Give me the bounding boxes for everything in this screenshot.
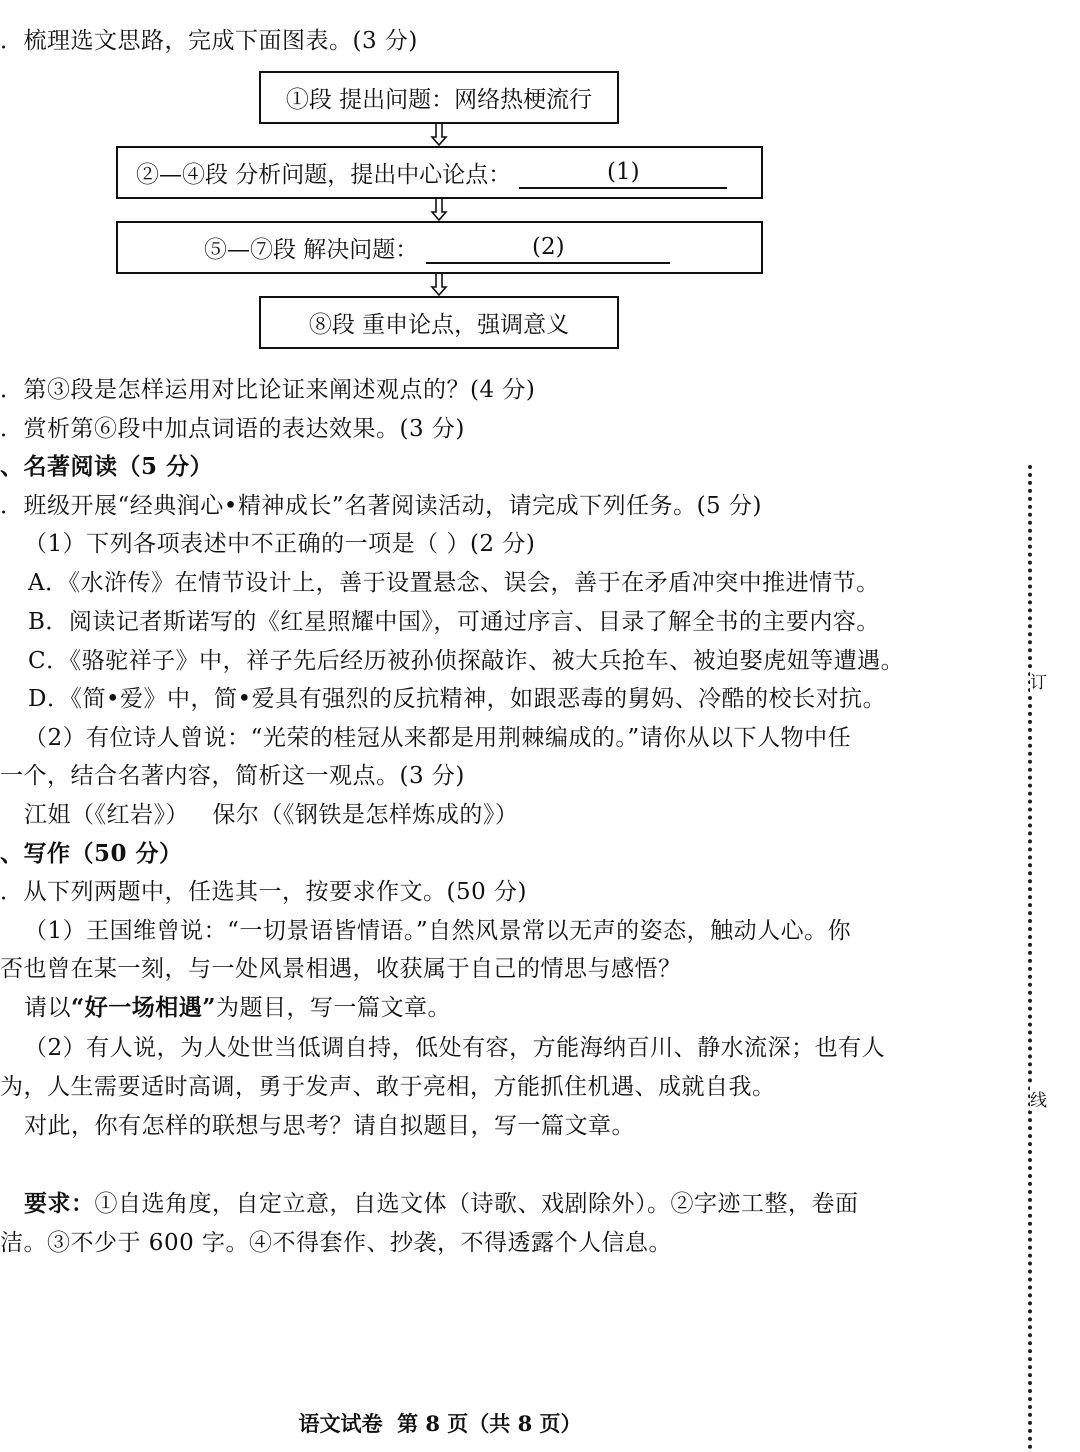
flow-box-1	[259, 71, 619, 124]
writing-topic-1-line2: 否也曾在某一刻，与一处风景相遇，收获属于自己的情思与感悟？	[0, 956, 682, 982]
prompt-prefix: 请以	[24, 995, 71, 1021]
question-word-effect: ．赏析第⑥段中加点词语的表达效果。(3 分)	[0, 416, 465, 442]
option-a: A．《水浒传》在情节设计上，善于设置悬念、误会，善于在矛盾冲突中推进情节。	[28, 570, 880, 596]
question-flowchart: ．梳理选文思路，完成下面图表。(3 分)	[0, 28, 418, 54]
prompt-suffix: 为题目，写一篇文章。	[215, 995, 451, 1021]
answer-blank-2[interactable]: (2)	[426, 232, 670, 264]
writing-topic-2-line1: （2）有人说，为人处世当低调自持，低处有容，方能海纳百川、静水流深；也有人	[24, 1035, 886, 1061]
option-b: B．阅读记者斯诺写的《红星照耀中国》，可通过序言、目录了解全书的主要内容。	[28, 609, 880, 635]
requirements-line1	[24, 1189, 859, 1219]
page-footer: 语文试卷 第 8 页（共 8 页）	[298, 1411, 582, 1436]
question-writing: ．从下列两题中，任选其一，按要求作文。(50 分)	[0, 879, 528, 905]
sub-question-2-line1: （2）有位诗人曾说：“光荣的桂冠从来都是用荆棘编成的。”请你从以下人物中任	[24, 725, 852, 751]
writing-topic-1-line1: （1）王国维曾说：“一切景语皆情语。”自然风景常以无声的姿态，触动人心。你	[24, 918, 852, 944]
answer-blank-1[interactable]: (1)	[519, 157, 727, 189]
requirements-label: 要求：	[24, 1190, 95, 1217]
flow-box-4	[259, 296, 619, 349]
writing-topic-1-prompt	[24, 993, 451, 1023]
sub-question-1: （1）下列各项表述中不正确的一项是（ ）(2 分)	[24, 531, 536, 557]
character-options: 江姐（《红岩》） 保尔（《钢铁是怎样炼成的》）	[24, 802, 519, 828]
down-arrow-icon	[429, 124, 449, 146]
binding-mark-ding: 订	[1030, 668, 1047, 693]
option-d: D．《简•爱》中，简•爱具有强烈的反抗精神，如跟恶毒的舅妈、冷酷的校长对抗。	[28, 686, 887, 712]
flow-box-1-text: ①段 提出问题：网络热梗流行	[285, 87, 593, 113]
requirements-line2: 洁。③不少于 600 字。④不得套作、抄袭，不得透露个人信息。	[0, 1230, 673, 1256]
writing-topic-2-prompt: 对此，你有怎样的联想与思考？请自拟题目，写一篇文章。	[24, 1113, 635, 1139]
essay-title: “好一场相遇”	[71, 994, 216, 1021]
section-writing: 、写作（50 分）	[0, 840, 183, 867]
flow-box-2	[116, 146, 763, 199]
writing-topic-2-line2: 为，人生需要适时高调，勇于发声、敢于亮相，方能抓住机遇、成就自我。	[0, 1074, 776, 1100]
flow-box-3	[116, 221, 763, 274]
sub-question-2-line2: 一个，结合名著内容，简析这一观点。(3 分)	[0, 763, 465, 789]
question-reading-activity: ．班级开展“经典润心•精神成长”名著阅读活动，请完成下列任务。(5 分)	[0, 493, 762, 519]
requirements-text: ①自选角度，自定立意，自选文体（诗歌、戏剧除外）。②字迹工整，卷面	[94, 1191, 859, 1217]
question-contrast: ．第③段是怎样运用对比论证来阐述观点的？(4 分)	[0, 377, 536, 403]
flow-box-2-text: ②—④段 分析问题，提出中心论点：	[136, 162, 512, 188]
down-arrow-icon	[429, 274, 449, 296]
binding-dotted-line	[1028, 465, 1038, 1450]
binding-mark-xian: 线	[1030, 1086, 1047, 1111]
option-c: C．《骆驼祥子》中，祥子先后经历被孙侦探敲诈、被大兵抢车、被迫娶虎妞等遭遇。	[28, 648, 905, 674]
flow-box-3-text: ⑤—⑦段 解决问题：	[204, 237, 419, 263]
flow-box-4-text: ⑧段 重申论点，强调意义	[308, 312, 570, 338]
section-classics-reading: 、名著阅读（5 分）	[0, 453, 214, 480]
down-arrow-icon	[429, 199, 449, 221]
